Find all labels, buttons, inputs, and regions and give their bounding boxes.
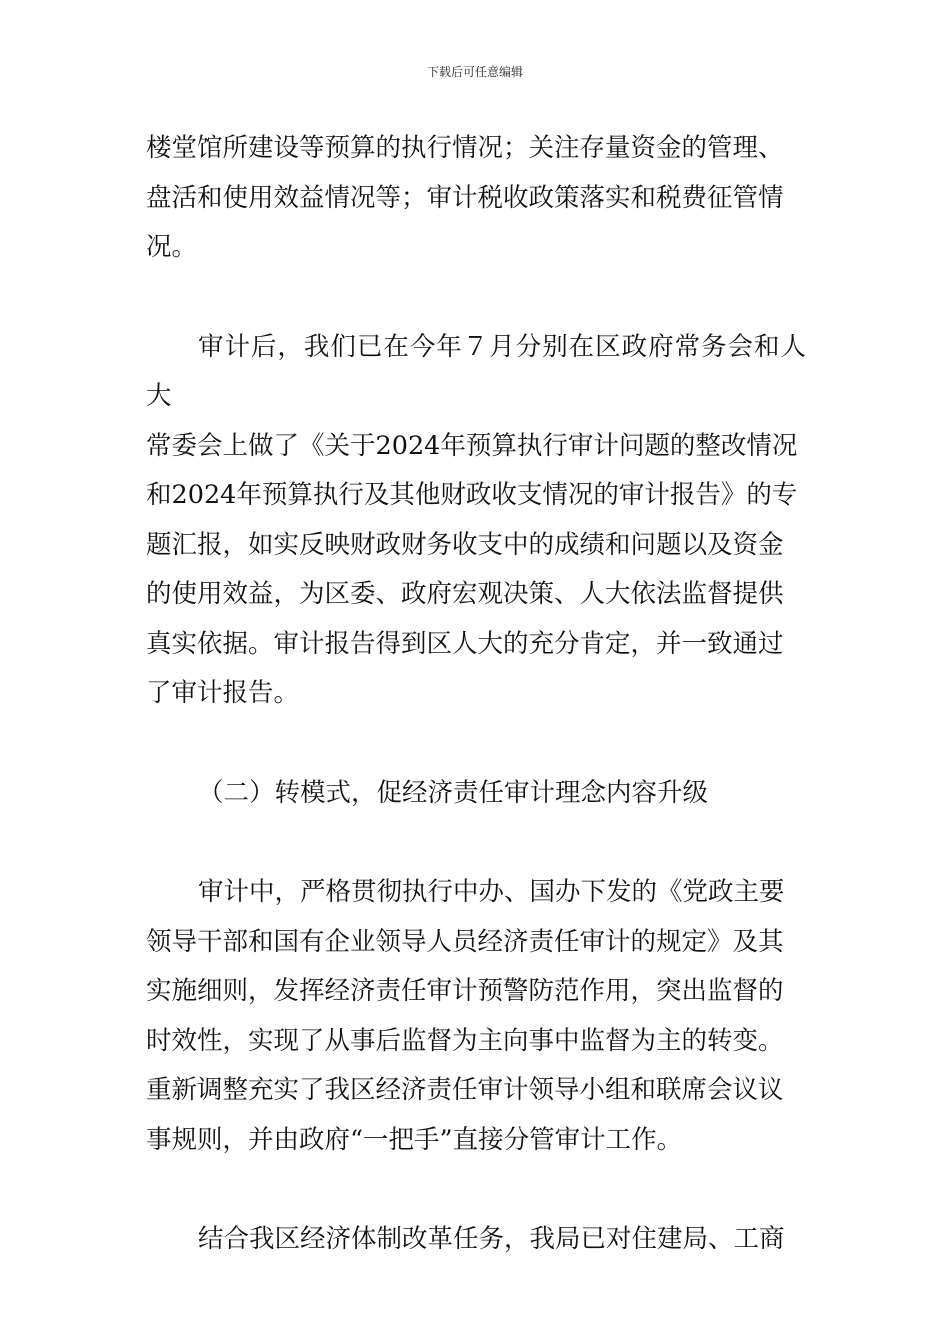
text-line: 事规则，并由政府“一把手”直接分管审计工作。 [146,1124,683,1155]
text-line: 题汇报，如实反映财政财务收支中的成绩和问题以及资金 [146,529,784,560]
header-note: 下载后可任意编辑 [426,65,523,79]
text-line: 楼堂馆所建设等预算的执行情况；关注存量资金的管理、 [146,133,784,163]
text-line: 真实依据。审计报告得到区人大的充分肯定，并一致通过 [146,628,784,659]
paragraph-reform-tasks [146,1215,806,1265]
text-line: 实施细则，发挥经济责任审计预警防范作用，突出监督的 [146,976,784,1006]
text-line: 重新调整充实了我区经济责任审计领导小组和联席会议议 [146,1075,784,1105]
text-line: 常委会上做了《关于2024年预算执行审计问题的整改情况 [146,430,798,461]
text-line: 时效性，实现了从事后监督为主向事中监督为主的转变。 [146,1025,784,1056]
text-line: 审计中，严格贯彻执行中办、国办下发的《党政主要 [198,877,785,907]
text-line: 的使用效益，为区委、政府宏观决策、人大依法监督提供 [146,579,784,609]
text-line: 了审计报告。 [146,678,300,708]
page-header [0,64,950,80]
text-line: 审计后，我们已在今年７月分别在区政府常务会和人大 [146,331,806,411]
paragraph-budget-execution [146,124,806,273]
text-line: 况。 [146,232,198,262]
paragraph-audit-report [146,323,806,719]
document-body [146,124,806,1265]
paragraph-economic-responsibility [146,868,806,1165]
section-heading: （二）转模式，促经济责任审计理念内容升级 [198,777,709,808]
text-line: 结合我区经济体制改革任务，我局已对住建局、工商 [198,1224,785,1254]
text-line: 盘活和使用效益情况等；审计税收政策落实和税费征管情 [146,182,784,213]
text-line: 领导干部和国有企业领导人员经济责任审计的规定》及其 [146,926,784,957]
text-line: 和2024年预算执行及其他财政收支情况的审计报告》的专 [146,480,798,510]
